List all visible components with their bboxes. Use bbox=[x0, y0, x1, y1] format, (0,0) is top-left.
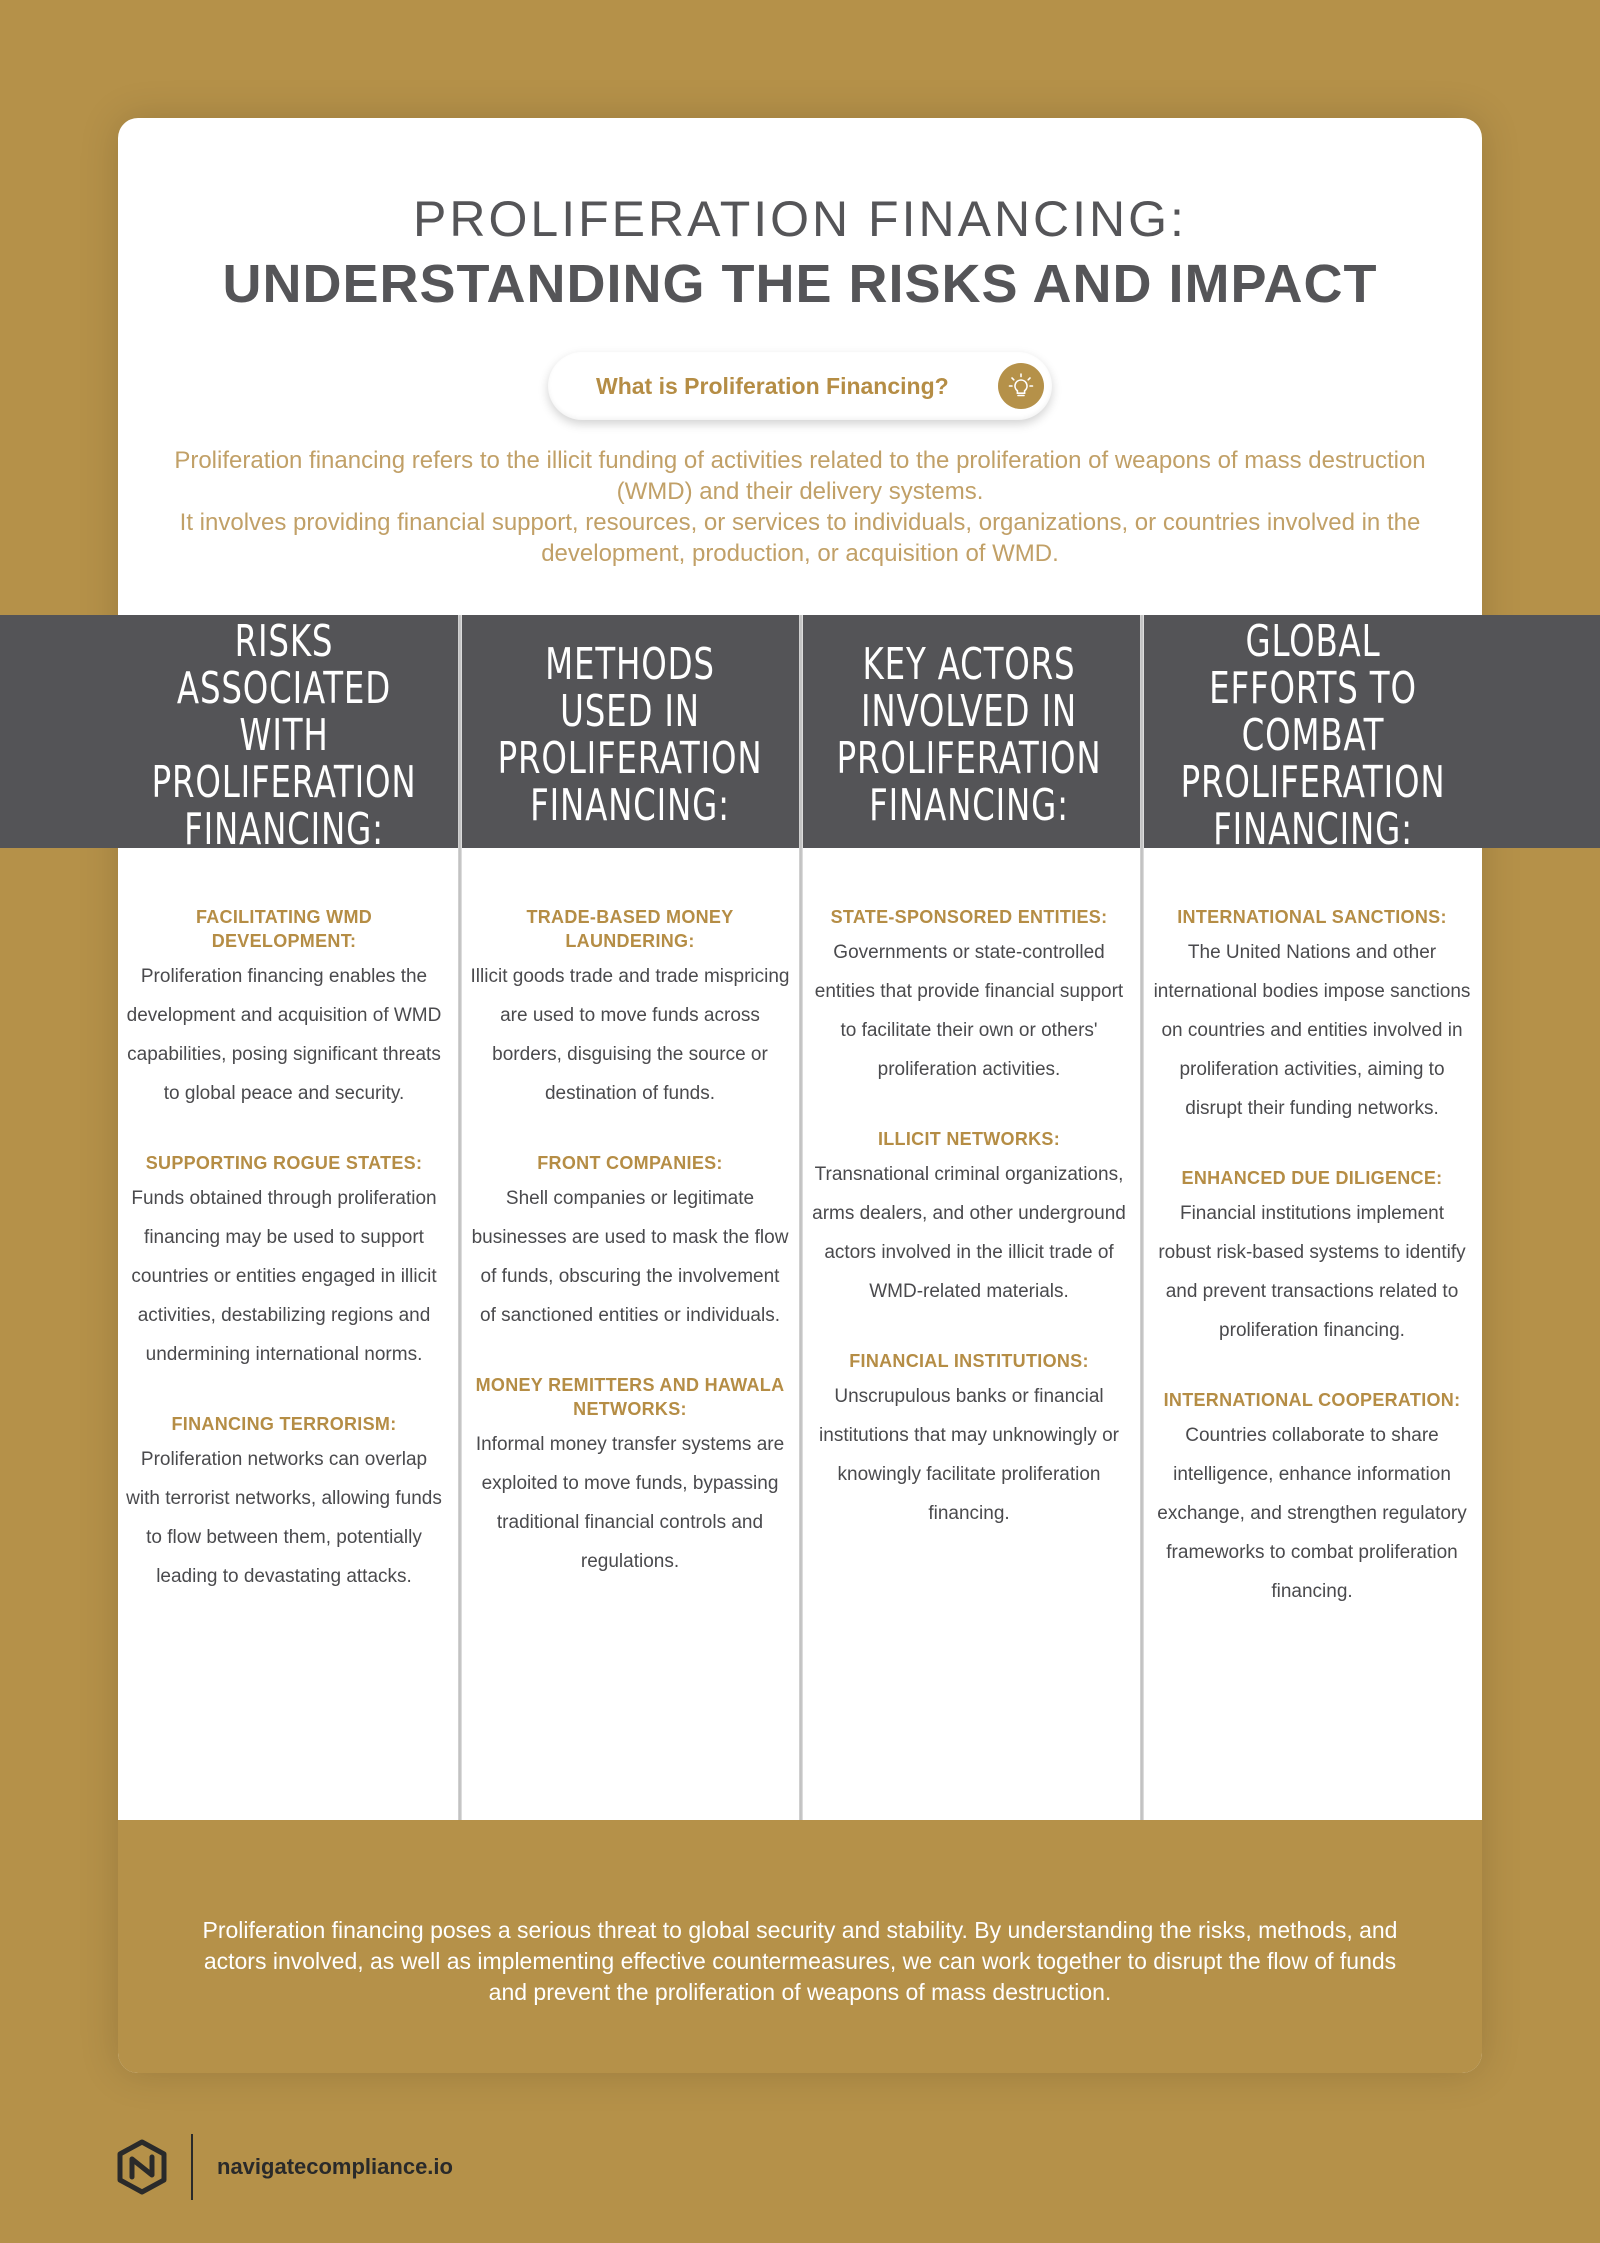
section bbox=[470, 1151, 790, 1335]
section-text: Unscrupulous banks or financial institutions that may unknowingly or knowingly facilitate proliferation financing. bbox=[819, 1386, 1119, 1524]
column-body-efforts bbox=[1152, 905, 1472, 1649]
section-title: INTERNATIONAL COOPERATION: bbox=[1163, 1390, 1461, 1410]
column-divider bbox=[799, 615, 803, 1820]
section-title: FACILITATING WMD DEVELOPMENT: bbox=[195, 907, 373, 951]
navigate-compliance-logo-icon bbox=[116, 2139, 168, 2195]
section-text: Transnational criminal organizations, arms dealers, and other underground actors involved in the illicit trade of WMD-related materials. bbox=[812, 1164, 1126, 1302]
section-text: Shell companies or legitimate businesses are used to mask the flow of funds, obscuring the involvement of sanctioned entities or individuals. bbox=[471, 1188, 789, 1326]
column-divider bbox=[1140, 615, 1144, 1820]
section bbox=[124, 1151, 444, 1374]
section-text: Proliferation financing enables the development and acquisition of WMD capabilities, posing significant threats to global peace and security. bbox=[126, 966, 442, 1104]
logo-divider bbox=[191, 2134, 193, 2200]
footer-text: Proliferation financing poses a serious threat to global security and stability. By understanding the risks, methods, and actors involved, as well as implementing effective countermeasures, we can work together to disrupt the flow of funds and prevent the proliferation of weapons of mass destruction. bbox=[202, 1917, 1398, 2005]
section-text: The United Nations and other international bodies impose sanctions on countries and entities involved in proliferation activities, aiming to disrupt their funding networks. bbox=[1153, 942, 1471, 1119]
section-title: FINANCIAL INSTITUTIONS: bbox=[849, 1351, 1089, 1371]
section-title: ENHANCED DUE DILIGENCE: bbox=[1181, 1168, 1443, 1188]
title-line-1: PROLIFERATION FINANCING: bbox=[413, 191, 1187, 247]
section bbox=[470, 905, 790, 1113]
section bbox=[809, 1349, 1129, 1533]
section-title: STATE-SPONSORED ENTITIES: bbox=[830, 907, 1108, 927]
section bbox=[470, 1373, 790, 1581]
section bbox=[124, 905, 444, 1113]
column-heading-risks: RISKS ASSOCIATED WITH PROLIFERATION FINANCING: bbox=[151, 615, 417, 855]
section-text: Proliferation networks can overlap with terrorist networks, allowing funds to flow between them, potentially leading to devastating attacks. bbox=[126, 1449, 442, 1587]
section bbox=[1152, 1388, 1472, 1611]
section-text: Financial institutions implement robust risk-based systems to identify and prevent transactions related to proliferation financing. bbox=[1158, 1203, 1466, 1341]
section-title: INTERNATIONAL SANCTIONS: bbox=[1177, 907, 1447, 927]
intro-paragraph bbox=[160, 445, 1440, 569]
section-text: Informal money transfer systems are exploited to move funds, bypassing traditional financial controls and regulations. bbox=[475, 1434, 785, 1572]
column-body-methods bbox=[470, 905, 790, 1619]
section-title: MONEY REMITTERS AND HAWALA NETWORKS: bbox=[475, 1375, 785, 1419]
question-pill bbox=[548, 352, 1052, 420]
section-title: FRONT COMPANIES: bbox=[537, 1153, 723, 1173]
section-title: SUPPORTING ROGUE STATES: bbox=[145, 1153, 423, 1173]
column-body-actors bbox=[809, 905, 1129, 1571]
intro-line-1: Proliferation financing refers to the illicit funding of activities related to the proliferation of weapons of mass destruction (WMD) and their delivery systems. bbox=[174, 447, 1426, 505]
column-heading-methods: METHODS USED IN PROLIFERATION FINANCING: bbox=[497, 639, 763, 831]
section-text: Funds obtained through proliferation financing may be used to support countries or entities engaged in illicit activities, destabilizing regions and undermining international norms. bbox=[131, 1188, 437, 1365]
section-text: Countries collaborate to share intelligence, enhance information exchange, and strengthen regulatory frameworks to combat proliferation financing. bbox=[1157, 1425, 1467, 1602]
intro-line-2: It involves providing financial support, resources, or services to individuals, organizations, or countries involved in the development, production, or acquisition of WMD. bbox=[179, 509, 1421, 567]
column-heading-efforts: GLOBAL EFFORTS TO COMBAT PROLIFERATION FINANCING: bbox=[1180, 615, 1446, 855]
section bbox=[1152, 1166, 1472, 1350]
title-line-2: UNDERSTANDING THE RISKS AND IMPACT bbox=[222, 254, 1378, 314]
section-text: Illicit goods trade and trade mispricing are used to move funds across borders, disguising the source or destination of funds. bbox=[470, 966, 790, 1104]
column-heading-actors: KEY ACTORS INVOLVED IN PROLIFERATION FINANCING: bbox=[836, 639, 1102, 831]
question-label: What is Proliferation Financing? bbox=[596, 372, 949, 399]
column-body-risks bbox=[124, 905, 444, 1634]
section-title: TRADE-BASED MONEY LAUNDERING: bbox=[526, 907, 734, 951]
section bbox=[124, 1412, 444, 1596]
column-divider bbox=[458, 615, 462, 1820]
section bbox=[809, 1127, 1129, 1311]
section bbox=[1152, 905, 1472, 1128]
section-title: FINANCING TERRORISM: bbox=[171, 1414, 397, 1434]
section bbox=[809, 905, 1129, 1089]
lightbulb-icon bbox=[998, 363, 1044, 409]
section-text: Governments or state-controlled entities that provide financial support to facilitate their own or others' proliferation activities. bbox=[814, 942, 1124, 1080]
section-title: ILLICIT NETWORKS: bbox=[877, 1129, 1061, 1149]
site-link[interactable]: navigatecompliance.io bbox=[217, 2154, 453, 2179]
